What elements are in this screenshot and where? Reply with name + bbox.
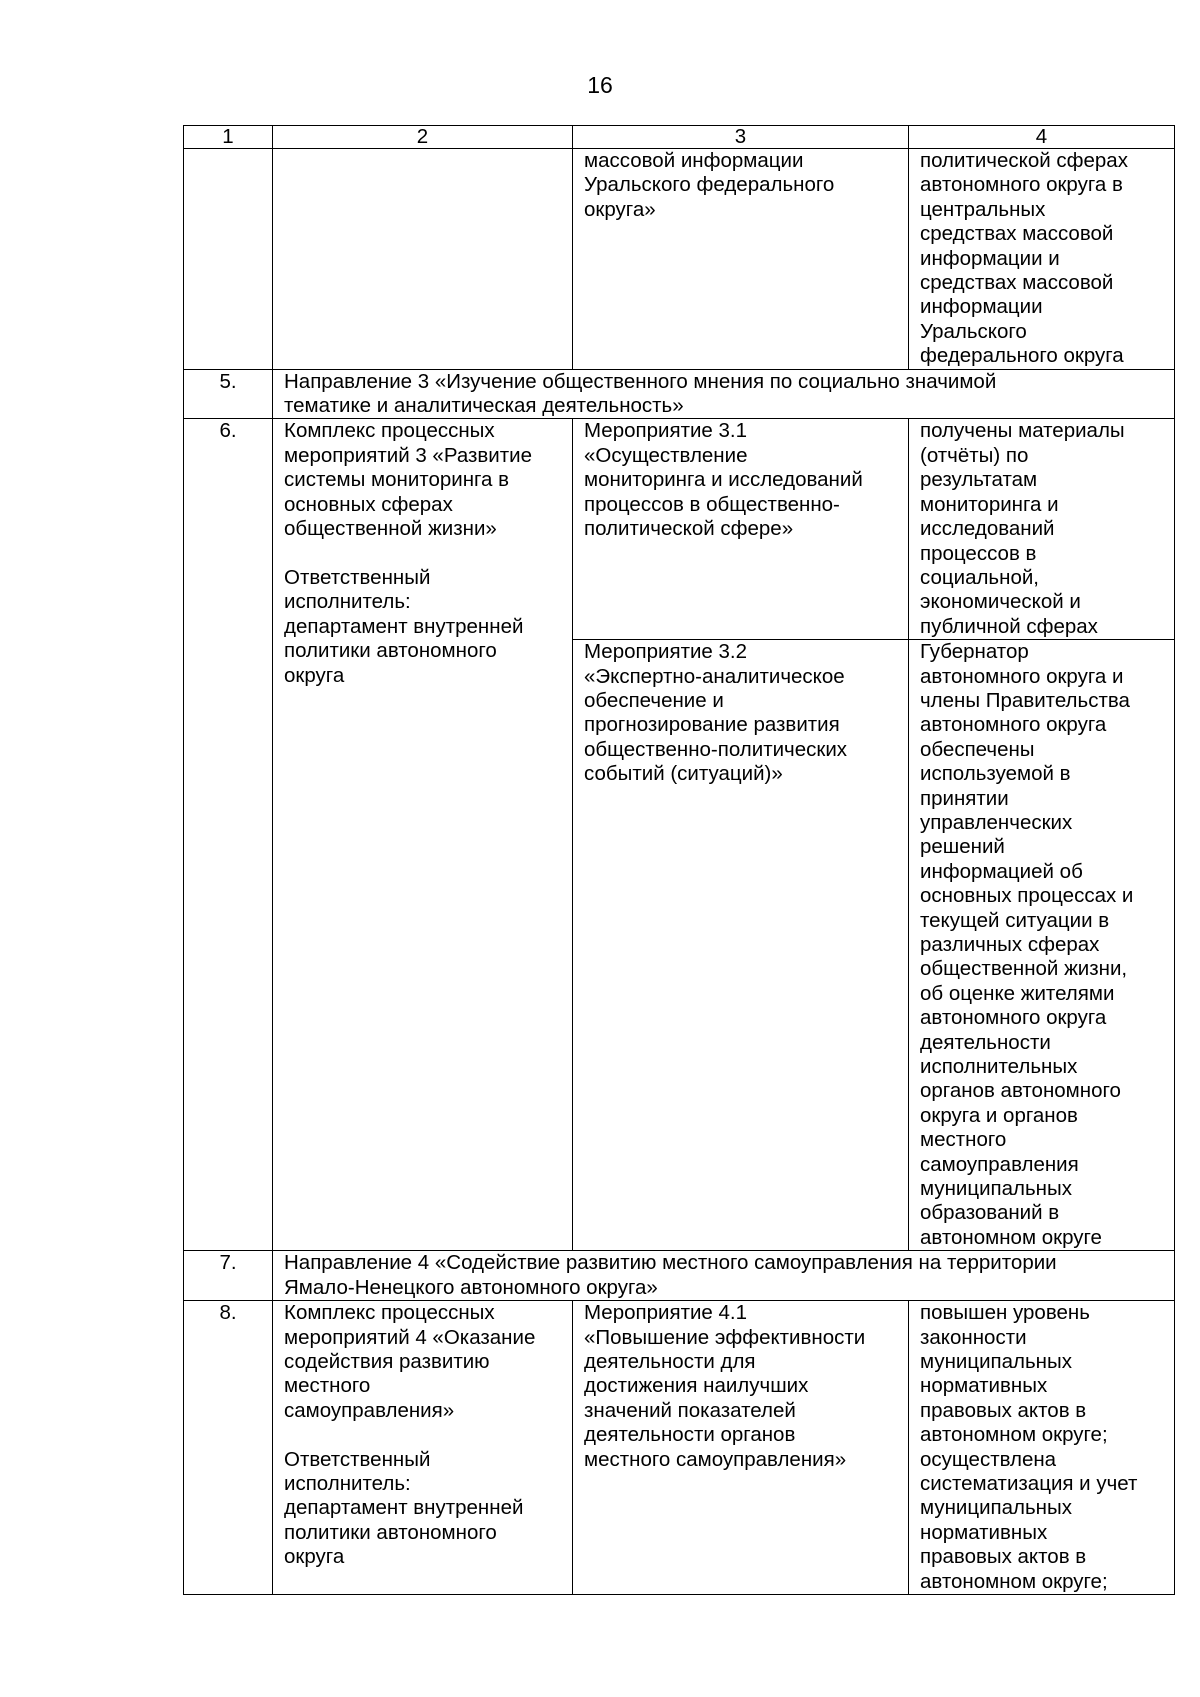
result-text: политической сферах автономного округа в центральных средствах массовой информации и средствах массовой информации Уральского федерального округа xyxy=(920,149,1128,368)
measure-text: массовой информации Уральского федерального округа» xyxy=(584,149,835,221)
measure-cell xyxy=(573,419,909,640)
row-number-cell xyxy=(184,149,273,370)
measure-cell xyxy=(573,640,909,1251)
table-row-complex-4 xyxy=(184,1301,1175,1595)
result-cell xyxy=(909,419,1175,640)
row-number: 8. xyxy=(184,1301,273,1595)
result-4-1: повышен уровень законности муниципальных нормативных правовых актов в автономном округе; осуществлена систематизация и учет муниципальных нормативных правовых актов в автономном округе; xyxy=(920,1301,1138,1593)
row-number: 5. xyxy=(184,369,273,419)
result-cell xyxy=(909,640,1175,1251)
complex-title: Комплекс процессных мероприятий 3 «Развитие системы мониторинга в основных сферах общественной жизни» xyxy=(284,419,532,541)
direction-title: Направление 4 «Содействие развитию местного самоуправления на территории Ямало-Ненецкого автономного округа» xyxy=(284,1251,1057,1299)
direction-cell xyxy=(273,1251,1175,1301)
responsible-executor: Ответственный исполнитель: департамент внутренней политики автономного округа xyxy=(284,565,524,687)
column-number-2: 2 xyxy=(273,126,573,149)
measure-3-2: Мероприятие 3.2 «Экспертно-аналитическое обеспечение и прогнозирование развития общественно-политических событий (ситуаций)» xyxy=(584,640,848,786)
result-cell xyxy=(909,1301,1175,1595)
direction-title: Направление 3 «Изучение общественного мнения по социально значимой тематике и аналитическая деятельность» xyxy=(284,369,997,418)
table-row-complex-3 xyxy=(184,419,1175,640)
complex-title: Комплекс процессных мероприятий 4 «Оказание содействия развитию местного самоуправления» xyxy=(284,1301,536,1422)
complex-cell xyxy=(273,1301,573,1595)
result-3-2: Губернатор автономного округа и члены Правительства автономного округа обеспечены используемой в принятии управленческих решений информацией об основных процессах и текущей ситуации в различных сферах общественной жизни, об оценке жителями автономного округа деятельности исполнительных органов автономного округа и органов местного самоуправления муниципальных образований в автономном округе xyxy=(920,640,1134,1249)
direction-cell xyxy=(273,369,1175,419)
program-table xyxy=(183,125,1175,1595)
responsible-executor: Ответственный исполнитель: департамент внутренней политики автономного округа xyxy=(284,1447,524,1569)
measure-cell xyxy=(573,149,909,370)
complex-cell xyxy=(273,149,573,370)
column-number-4: 4 xyxy=(909,126,1175,149)
result-cell xyxy=(909,149,1175,370)
column-number-row xyxy=(184,126,1175,149)
table-row xyxy=(184,149,1175,370)
table-row-direction-3 xyxy=(184,369,1175,419)
measure-4-1: Мероприятие 4.1 «Повышение эффективности деятельности для достижения наилучших значений показателей деятельности органов местного самоуправления» xyxy=(584,1301,866,1471)
result-3-1: получены материалы (отчёты) по результатам мониторинга и исследований процессов в социальной, экономической и публичной сферах xyxy=(920,419,1125,638)
page-number: 16 xyxy=(587,72,613,98)
measure-3-1: Мероприятие 3.1 «Осуществление мониторинга и исследований процессов в общественно- политической сфере» xyxy=(584,419,863,541)
table-row-direction-4 xyxy=(184,1251,1175,1301)
column-number-1: 1 xyxy=(184,126,273,149)
column-number-3: 3 xyxy=(573,126,909,149)
row-number: 6. xyxy=(184,419,273,1251)
row-number: 7. xyxy=(184,1251,273,1301)
measure-cell xyxy=(573,1301,909,1595)
complex-cell xyxy=(273,419,573,1251)
